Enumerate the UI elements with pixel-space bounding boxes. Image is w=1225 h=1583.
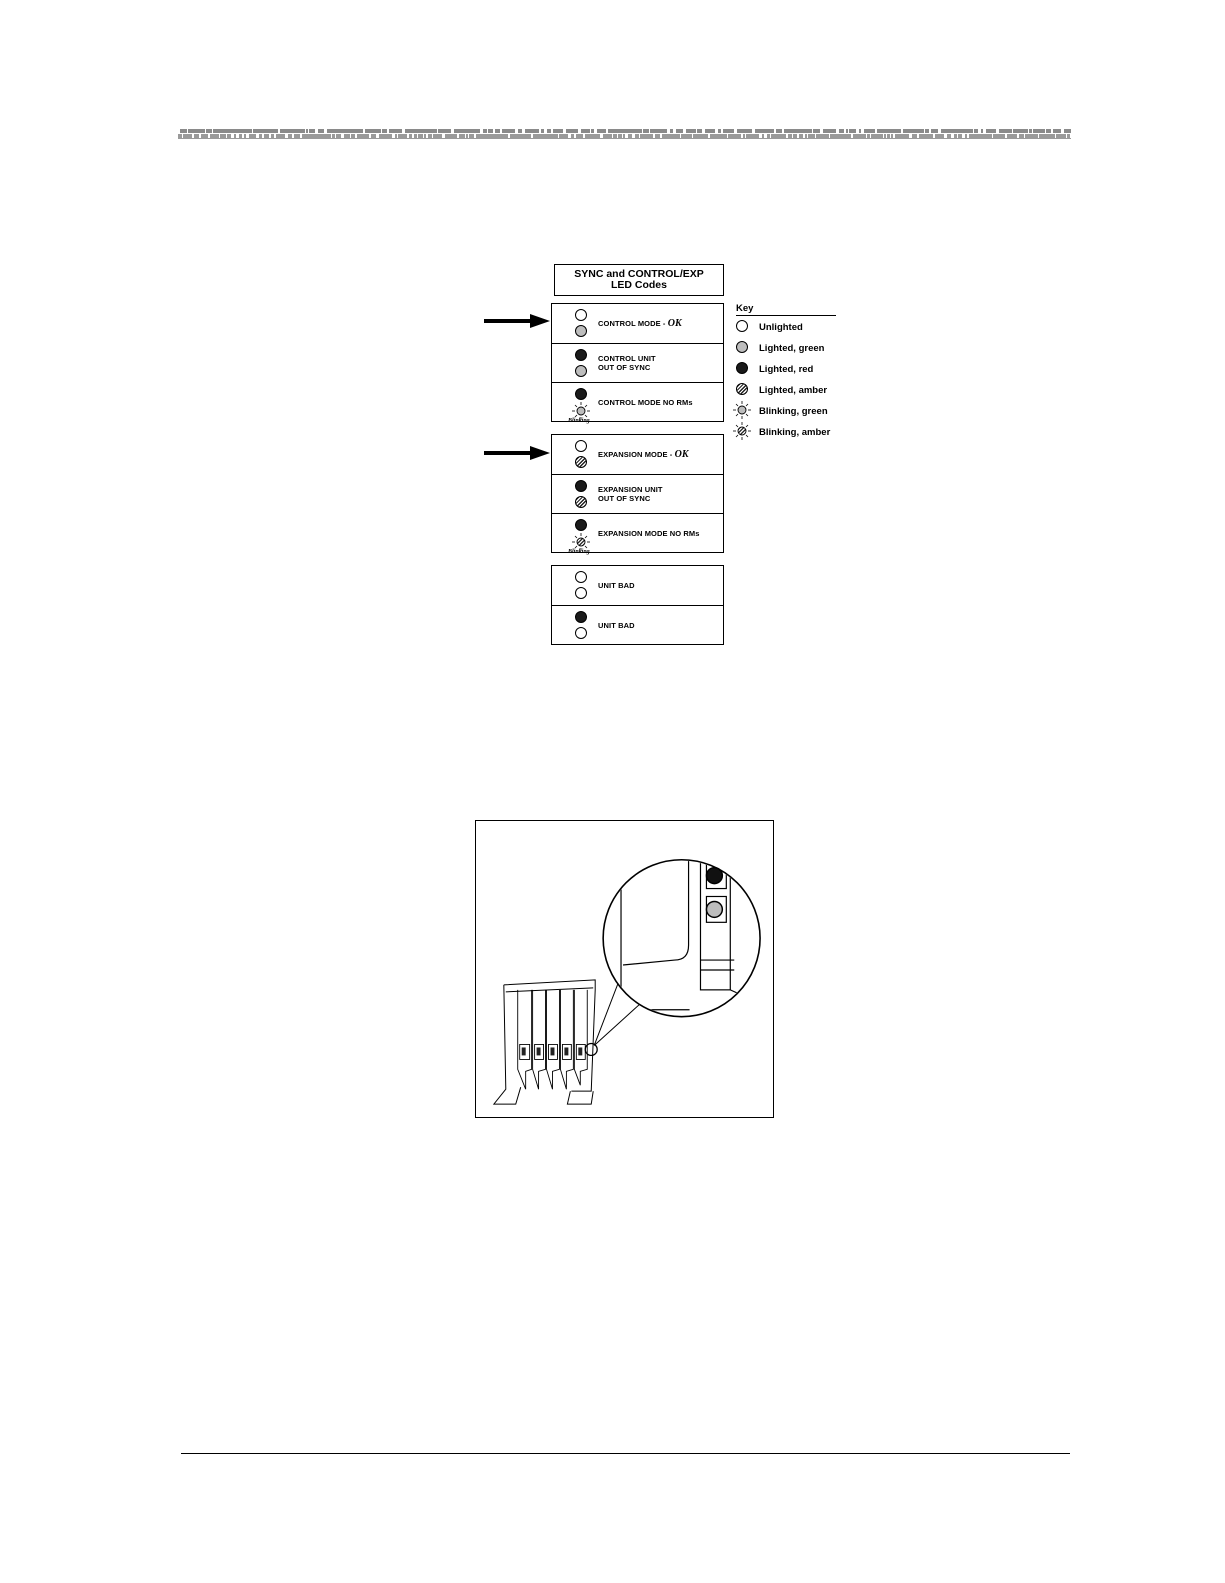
control-group [551, 303, 724, 422]
led-row-expansion-no-rms [552, 513, 723, 555]
legend-label: Unlighted [759, 322, 803, 333]
row-label: EXPANSION MODE NO RMs [598, 529, 700, 538]
row-label: EXPANSION MODE - OK [598, 449, 689, 460]
row-label: EXPANSION UNIT OUT OF SYNC [598, 485, 663, 503]
led-row-control-no-rms [552, 382, 723, 424]
legend-item-blinking-green [736, 400, 836, 421]
diagram-title [554, 264, 724, 296]
legend-label: Blinking, green [759, 406, 828, 417]
row-label: CONTROL MODE - OK [598, 318, 682, 329]
blinking-label: Blinking [568, 418, 590, 424]
led-row-control-ok [552, 304, 723, 343]
title-line-1: SYNC and CONTROL/EXP [574, 268, 704, 280]
led-row-unit-bad-2 [552, 605, 723, 644]
led-red-icon [706, 868, 722, 884]
led-red-icon [575, 519, 587, 531]
led-row-unit-bad-1 [552, 566, 723, 605]
legend-label: Lighted, amber [759, 385, 828, 396]
led-green-icon [575, 325, 587, 337]
led-unlighted-icon [575, 440, 587, 452]
legend-label: Blinking, amber [759, 427, 831, 438]
led-green-icon [736, 341, 748, 353]
header-band [178, 127, 1071, 142]
legend-title: Key [736, 303, 836, 316]
unit-bad-group [551, 565, 724, 645]
legend-label: Lighted, green [759, 343, 825, 354]
title-line-2: LED Codes [610, 279, 667, 291]
led-amber-icon [736, 383, 748, 395]
legend-item-green [736, 337, 836, 358]
row-label: CONTROL MODE NO RMs [598, 398, 693, 407]
led-amber-icon [575, 496, 587, 508]
hardware-illustration [475, 820, 774, 1118]
legend-item-amber [736, 379, 836, 400]
legend-item-red [736, 358, 836, 379]
row-label: CONTROL UNIT OUT OF SYNC [598, 354, 656, 372]
led-red-icon [575, 480, 587, 492]
row-label: UNIT BAD [598, 621, 635, 630]
led-unlighted-icon [575, 571, 587, 583]
expansion-group [551, 434, 724, 553]
led-red-icon [575, 611, 587, 623]
led-green-icon [575, 365, 587, 377]
arrow-control-ok [484, 314, 550, 328]
footer-rule [181, 1453, 1070, 1454]
led-red-icon [575, 349, 587, 361]
magnified-led-detail [603, 841, 774, 1017]
led-row-expansion-out-of-sync [552, 474, 723, 513]
led-amber-icon [575, 456, 587, 468]
legend-item-blinking-amber [736, 421, 836, 442]
legend-item-unlighted [736, 316, 836, 337]
ok-label: OK [674, 449, 689, 460]
blinking-amber-icon [731, 421, 753, 441]
row-label: UNIT BAD [598, 581, 635, 590]
legend-key [736, 303, 836, 442]
led-unlighted-icon [575, 627, 587, 639]
led-row-expansion-ok [552, 435, 723, 474]
blinking-green-icon [731, 400, 753, 420]
led-green-icon [706, 901, 722, 917]
ok-label: OK [667, 318, 682, 329]
arrow-expansion-ok [484, 446, 550, 460]
blinking-label: Blinking [568, 549, 590, 555]
led-red-icon [575, 388, 587, 400]
led-unlighted-icon [575, 309, 587, 321]
legend-label: Lighted, red [759, 364, 814, 375]
led-red-icon [736, 362, 748, 374]
led-unlighted-icon [736, 320, 748, 332]
led-unlighted-icon [575, 587, 587, 599]
led-row-control-out-of-sync [552, 343, 723, 382]
